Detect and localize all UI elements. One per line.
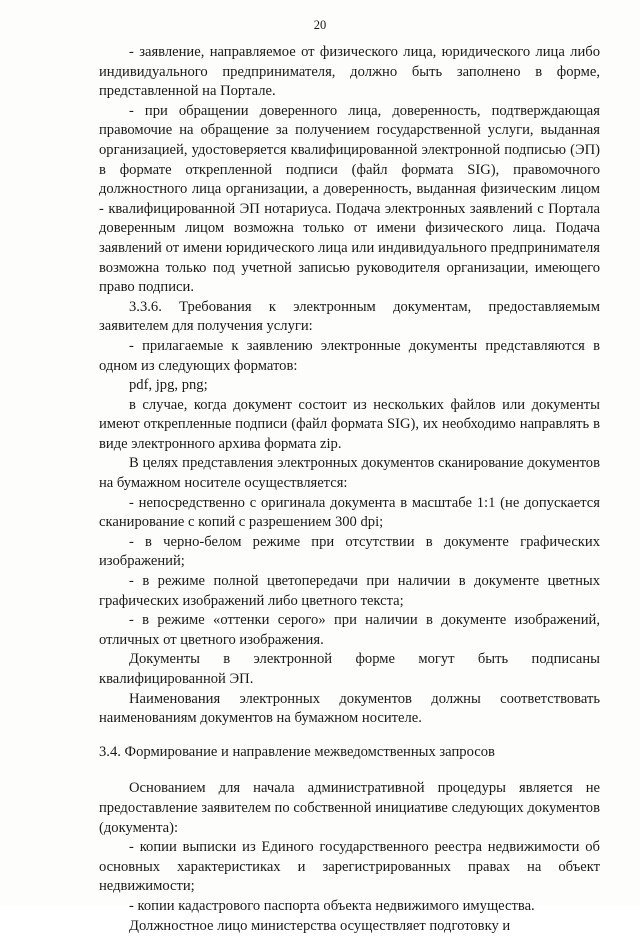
paragraph: - прилагаемые к заявлению электронные документы представляются в одном из следующих форматов:	[99, 337, 600, 374]
paragraph: Документы в электронной форме могут быть подписаны квалифицированной ЭП.	[99, 651, 600, 687]
paragraph: - в режиме полной цветопередачи при наличии в документе цветных графических изображений либо цветного текста;	[99, 573, 600, 609]
paragraph: - копии кадастрового паспорта объекта недвижимого имущества.	[129, 897, 535, 914]
page-number: 20	[313, 18, 327, 32]
paragraph: - копии выписки из Единого государственного реестра недвижимости об основных характеристиках и зарегистрированных правах на объект недвижимости;	[99, 839, 600, 895]
paragraph: - при обращении доверенного лица, доверенность, подтверждающая правомочие на обращение за получением государственной услуги, выданная организацией, удостоверяется квалифицированной электронной подписью (ЭП) в формате открепленной подписи (файл формата SIG), правомочного должностного лица организации, а доверенность, выданная физическим лицом - квалифицированной ЭП нотариуса. Подача электронных заявлений с Портала доверенным лицом возможна только от имени физического лица. Подача заявлений от имени юридического лица или индивидуального предпринимателя возможна только под учетной записью руководителя организации, имеющего право подписи.	[99, 102, 600, 296]
document-body	[99, 43, 600, 936]
paragraph: pdf, jpg, png;	[129, 377, 208, 394]
paragraph: Наименования электронных документов должны соответствовать наименованиям документов на бумажном носителе.	[99, 690, 600, 727]
paragraph: 3.3.6. Требования к электронным документам, предоставляемым заявителем для получения услуги:	[99, 298, 600, 335]
paragraph: Основанием для начала административной процедуры является не предоставление заявителем по собственной инициативе следующих документов (документа):	[99, 780, 600, 836]
paragraph: в случае, когда документ состоит из нескольких файлов или документы имеют открепленные подписи (файл формата SIG), их необходимо направлять в виде электронного архива формата zip.	[99, 396, 600, 452]
paragraph: - заявление, направляемое от физического лица, юридического лица либо индивидуального предпринимателя, должно быть заполнено в форме, представленной на Портале.	[99, 44, 600, 100]
section-heading: 3.4. Формирование и направление межведомственных запросов	[99, 743, 495, 760]
paragraph: - непосредственно с оригинала документа в масштабе 1:1 (не допускается сканирование с копий с разрешением 300 dpi;	[99, 494, 600, 531]
paragraph: Должностное лицо министерства осуществляет подготовку и	[129, 917, 511, 934]
paragraph: - в черно-белом режиме при отсутствии в документе графических изображений;	[99, 533, 600, 570]
paragraph: В целях представления электронных документов сканирование документов на бумажном носителе осуществляется:	[99, 455, 600, 492]
paragraph: - в режиме «оттенки серого» при наличии в документе изображений, отличных от цветного изображения.	[99, 612, 600, 648]
